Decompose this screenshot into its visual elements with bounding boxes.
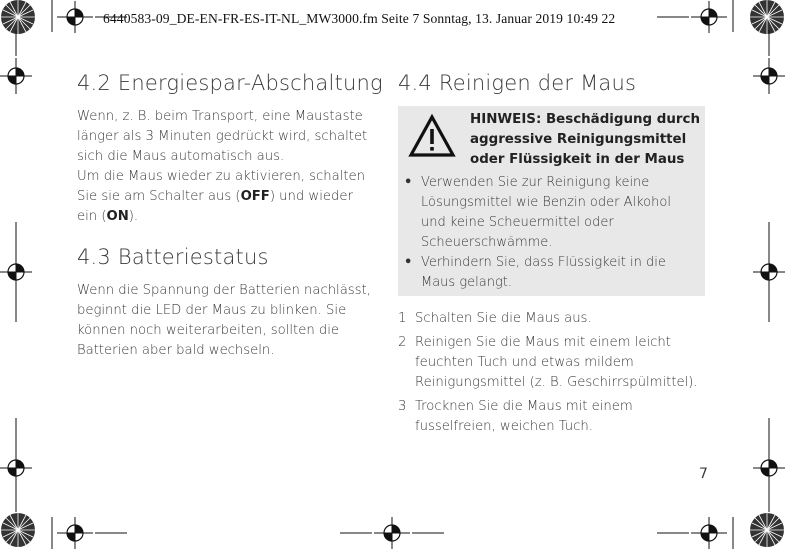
page-number: 7 [699, 466, 708, 482]
section-title-cleaning: 4.4 Reinigen der Maus [398, 71, 637, 95]
on-label: ON [106, 209, 129, 224]
notice-bullet-list [398, 173, 698, 293]
step-number: 2 [398, 335, 407, 350]
list-item [398, 253, 698, 293]
bullet-text: Verwenden Sie zur Reinigung keine Lösungsmittel wie Benzin oder Alkohol und keine Scheuermittel oder Scheuerschwämme. [421, 175, 671, 250]
energy-saving-text-part: Wenn, z. B. beim Transport, eine Maustaste länger als 3 Minuten gedrückt wird, schaltet sich die Maus automatisch aus. Um die Maus wieder zu aktivieren, schalten Sie sie am Schalter aus ( [77, 109, 368, 204]
step-number: 1 [398, 311, 407, 326]
notice-box [398, 106, 705, 296]
section-title-battery-status: 4.3 Batteriestatus [77, 245, 269, 269]
bullet-text: Verhindern Sie, dass Flüssigkeit in die Maus gelangt. [421, 255, 666, 290]
battery-status-text: Wenn die Spannung der Batterien nachlässt, beginnt die LED der Maus zu blinken. Sie können noch weiterarbeiten, sollten die Batterien aber bald wechseln. [77, 283, 371, 358]
energy-saving-text-part: ) und wieder ein ( [77, 189, 353, 224]
list-item [398, 309, 728, 329]
list-item [398, 173, 698, 253]
step-number: 3 [398, 399, 407, 414]
list-item [398, 333, 728, 393]
notice-title: HINWEIS: Beschädigung durch aggressive Reinigungsmittel oder Flüssigkeit in der Maus [470, 112, 700, 167]
cleaning-steps [398, 309, 728, 441]
warning-triangle-icon [408, 114, 456, 158]
energy-saving-text [77, 107, 387, 227]
print-header: 6440583-09_DE-EN-FR-ES-IT-NL_MW3000.fm Seite 7 Sonntag, 13. Januar 2019 10:49 22 [103, 11, 616, 26]
energy-saving-text-part: ). [128, 209, 139, 224]
step-text: Trocknen Sie die Maus mit einem fusselfreien, weichen Tuch. [415, 399, 633, 434]
step-text: Schalten Sie die Maus aus. [415, 311, 592, 326]
section-title-energy-saving: 4.2 Energiespar-Abschaltung [77, 71, 383, 95]
bullet: • [404, 255, 413, 270]
step-text: Reinigen Sie die Maus mit einem leicht feuchten Tuch und etwas mildem Reinigungsmittel (z. B. Geschirrspülmittel). [415, 335, 698, 390]
bullet: • [404, 175, 413, 190]
list-item [398, 397, 728, 437]
off-label: OFF [240, 189, 270, 204]
